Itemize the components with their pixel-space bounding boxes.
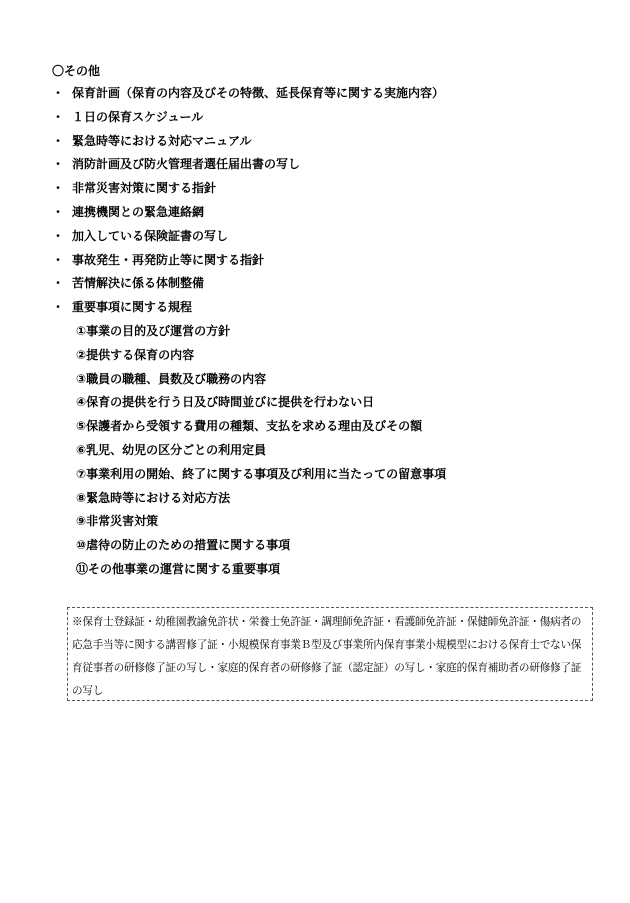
bullet-mark: ・	[52, 252, 65, 267]
regulations-sublist	[76, 322, 446, 584]
list-item	[52, 132, 444, 156]
section-heading: 〇その他	[52, 64, 101, 78]
sublist-item: ④保育の提供を行う日及び時間並びに提供を行わない日	[76, 395, 375, 410]
bullet-mark: ・	[52, 133, 65, 148]
sublist-item: ⑧緊急時等における対応方法	[76, 490, 231, 505]
sublist-item: ①事業の目的及び運営の方針	[76, 324, 231, 338]
list-item-text: 苦情解決に係る体制整備	[72, 276, 205, 291]
bullet-mark: ・	[52, 204, 65, 219]
sublist-item: ⑨非常災害対策	[76, 514, 159, 529]
list-item	[52, 227, 444, 251]
list-item-text: 消防計画及び防火管理者選任届出書の写し	[72, 157, 301, 172]
bullet-mark: ・	[52, 157, 65, 172]
list-item-text: 加入している保険証書の写し	[72, 228, 229, 243]
bullet-mark: ・	[52, 228, 65, 243]
list-item	[52, 203, 444, 227]
list-item-text: 事故発生・再発防止等に関する指針	[72, 252, 265, 267]
bullet-mark: ・	[52, 181, 65, 196]
list-item	[52, 298, 444, 322]
required-documents-list	[52, 84, 444, 322]
list-item	[52, 274, 444, 298]
sublist-item: ⑥乳児、幼児の区分ごとの利用定員	[76, 442, 267, 457]
bullet-mark: ・	[52, 86, 65, 100]
sublist-item: ⑦事業利用の開始、終了に関する事項及び利用に当たっての留意事項	[76, 466, 447, 481]
certificates-note-box	[67, 607, 593, 701]
bullet-mark: ・	[52, 300, 65, 315]
bullet-mark: ・	[52, 276, 65, 291]
list-item	[52, 155, 444, 179]
list-item	[52, 84, 444, 108]
list-item-text: 重要事項に関する規程	[72, 300, 193, 315]
sublist-item: ⑤保護者から受領する費用の種類、支払を求める理由及びその額	[76, 419, 423, 434]
list-item	[52, 108, 444, 132]
list-item-text: １日の保育スケジュール	[72, 109, 204, 124]
bullet-mark: ・	[52, 109, 65, 124]
list-item	[52, 179, 444, 203]
list-item-text: 保育計画（保育の内容及びその特徴、延長保育等に関する実施内容）	[72, 86, 445, 100]
list-item	[52, 251, 444, 275]
list-item-text: 緊急時等における対応マニュアル	[72, 133, 252, 148]
sublist-item: ②提供する保育の内容	[76, 347, 195, 362]
certificates-note-text: ※保育士登録証・幼稚園教諭免許状・栄養士免許証・調理師免許証・看護師免許証・保健師免許証・傷病者の応急手当等に関する講習修了証・小規模保育事業Ｂ型及び事業所内保育事業小規模型における保育士でない保育従事者の研修修了証の写し・家庭的保育者の研修修了証（認定証）の写し・家庭的保育補助者の研修修了証の写し	[72, 616, 582, 697]
sublist-item: ③職員の職種、員数及び職務の内容	[76, 371, 267, 386]
list-item-text: 連携機関との緊急連絡網	[72, 204, 205, 219]
sublist-item: ⑪その他事業の運営に関する重要事項	[76, 561, 281, 576]
list-item-text: 非常災害対策に関する指針	[72, 181, 217, 196]
sublist-item: ⑩虐待の防止のための措置に関する事項	[76, 538, 291, 553]
